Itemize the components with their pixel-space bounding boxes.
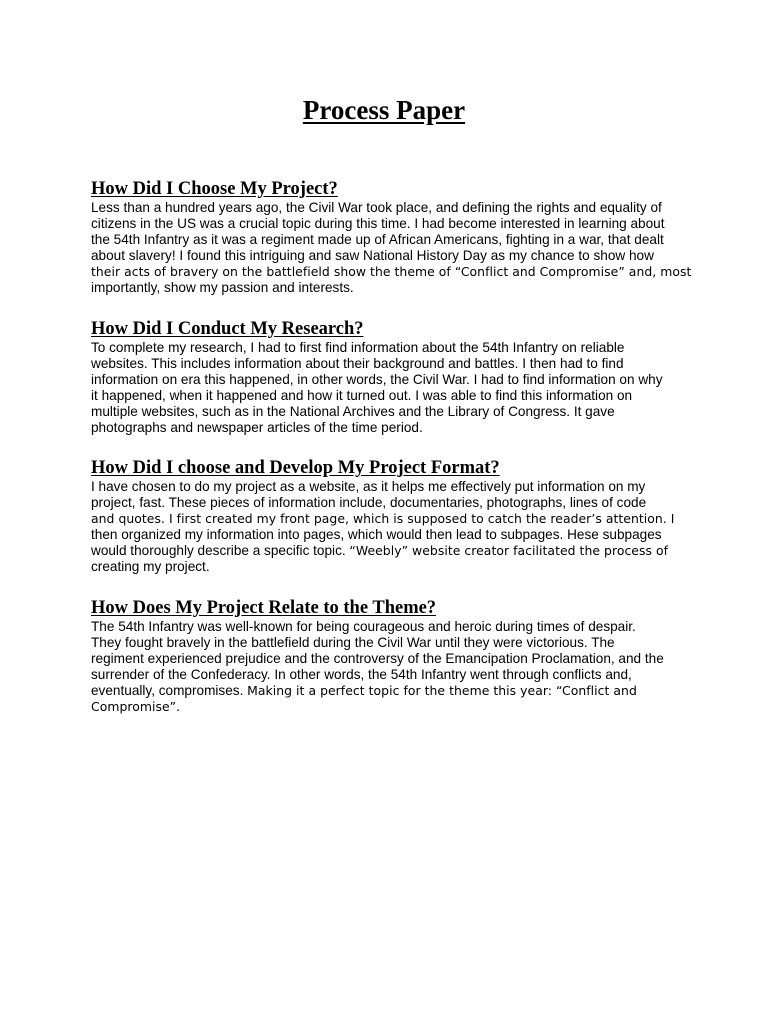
paragraph-line: it happened, when it happened and how it turned out. I was able to find this information on xyxy=(91,388,633,403)
paragraph-line: surrender of the Confederacy. In other words, the 54th Infantry went through conflicts and, xyxy=(91,667,632,682)
text-segment: and quotes. I first created my front page, which is supposed to catch the reader’s attention. I xyxy=(91,511,675,526)
text-segment: eventually, compromises. xyxy=(91,683,248,698)
section-heading: How Did I choose and Develop My Project Format? xyxy=(91,458,500,478)
section-choose-project xyxy=(91,178,691,296)
paragraph-line: photographs and newspaper articles of the time period. xyxy=(91,420,423,435)
paragraph-line: importantly, show my passion and interests. xyxy=(91,280,354,295)
paragraph-line: To complete my research, I had to first find information about the 54th Infantry on reliable xyxy=(91,340,625,355)
paragraph-line: the 54th Infantry as it was a regiment made up of African Americans, fighting in a war, that dealt xyxy=(91,232,664,247)
paragraph-line: information on era this happened, in other words, the Civil War. I had to find information on why xyxy=(91,372,663,387)
paragraph-line: regiment experienced prejudice and the controversy of the Emancipation Proclamation, and the xyxy=(91,651,664,666)
paragraph-line: about slavery! I found this intriguing and saw National History Day as my chance to show how xyxy=(91,248,654,263)
section-heading: How Did I Conduct My Research? xyxy=(91,319,364,339)
section-project-format xyxy=(91,457,691,575)
paragraph-line: multiple websites, such as in the National Archives and the Library of Congress. It gave xyxy=(91,404,615,419)
paragraph-line: I have chosen to do my project as a website, as it helps me effectively put information on my xyxy=(91,479,646,494)
section-body xyxy=(91,200,691,296)
text-segment: Making it a perfect topic for the theme this year: “Conflict and xyxy=(247,683,637,698)
paragraph-line: websites. This includes information about their background and battles. I then had to find xyxy=(91,356,624,371)
section-conduct-research xyxy=(91,318,691,436)
page-title xyxy=(0,94,768,126)
section-heading: How Did I Choose My Project? xyxy=(91,179,338,199)
paragraph-line xyxy=(91,683,691,699)
section-body xyxy=(91,340,691,436)
paragraph-line: citizens in the US was a crucial topic during this time. I had become interested in learning about xyxy=(91,216,665,231)
page-title-text: Process Paper xyxy=(302,95,466,125)
section-heading: How Does My Project Relate to the Theme? xyxy=(91,598,437,618)
paragraph-line: Less than a hundred years ago, the Civil War took place, and defining the rights and equality of xyxy=(91,200,662,215)
paragraph-line: Compromise”. xyxy=(91,699,181,714)
paragraph-line: project, fast. These pieces of information include, documentaries, photographs, lines of code xyxy=(91,495,647,510)
text-segment: “Weebly” website creator facilitated the process of xyxy=(349,543,669,558)
paragraph-line xyxy=(91,511,691,527)
paragraph-line: creating my project. xyxy=(91,559,210,574)
section-body xyxy=(91,479,691,575)
section-relate-theme xyxy=(91,597,691,715)
paragraph-line: They fought bravely in the battlefield during the Civil War until they were victorious. The xyxy=(91,635,615,650)
paragraph-line xyxy=(91,543,691,559)
paragraph-line: then organized my information into pages, which would then lead to subpages. Hese subpages xyxy=(91,527,662,542)
text-segment: would thoroughly describe a specific topic. xyxy=(91,543,350,558)
section-body xyxy=(91,619,691,715)
paragraph-line: their acts of bravery on the battlefield show the theme of “Conflict and Compromise” and, most xyxy=(91,264,692,279)
paragraph-line: The 54th Infantry was well-known for being courageous and heroic during times of despair. xyxy=(91,619,636,634)
